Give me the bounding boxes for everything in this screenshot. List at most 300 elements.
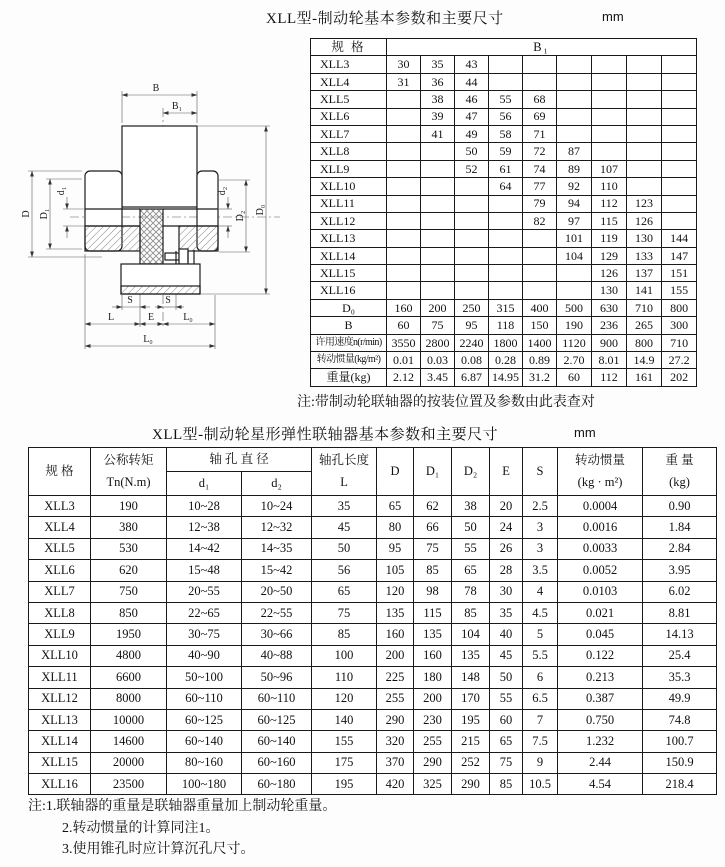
table-cell [387,178,421,195]
table-cell: 95 [377,538,414,559]
table-cell: 0.89 [523,352,557,369]
table-row [311,369,697,386]
table-cell: 78 [452,581,490,602]
table-cell: 58 [489,125,523,142]
table-cell: 31.2 [523,369,557,386]
table-cell [662,73,697,90]
table-cell [592,125,627,142]
table-cell [455,212,489,229]
table-row [29,667,717,688]
table-cell: 0.122 [558,645,643,666]
table-cell: 144 [662,230,697,247]
table-cell [455,282,489,299]
table-cell [627,56,662,73]
table-cell: 130 [592,282,627,299]
table-cell [557,265,592,282]
col-header-weight-line2: (kg) [669,474,690,489]
table-cell [387,125,421,142]
table-cell: 180 [414,667,452,688]
table-cell: 200 [377,645,414,666]
table1-header-row [311,39,697,56]
row-label: XLL3 [311,56,387,73]
table-cell [557,282,592,299]
table-cell: 75 [490,752,523,773]
table-cell: 101 [557,230,592,247]
table2-body [29,496,717,795]
table-cell: 71 [523,125,557,142]
table-cell [523,73,557,90]
row-label: XLL9 [311,160,387,177]
row-label: XLL5 [29,538,91,559]
table-cell: 2.12 [387,369,421,386]
col-header-d2: d₂ [242,472,312,496]
row-label: XLL13 [29,709,91,730]
table-cell: 87 [557,143,592,160]
table-cell: 14.95 [489,369,523,386]
table-cell: 92 [557,178,592,195]
table-cell: 133 [627,247,662,264]
table-cell: 252 [452,752,490,773]
table-cell: 236 [592,317,627,334]
table-cell [455,230,489,247]
table-cell: 9 [523,752,558,773]
table-cell: 115 [592,212,627,229]
table-cell: 0.08 [455,352,489,369]
table-cell: 100.7 [643,731,717,752]
table-cell: 94 [557,195,592,212]
table-cell: 120 [377,581,414,602]
dim-label-d2: d₂ [217,186,228,196]
table-cell: 65 [490,731,523,752]
table-cell: 55 [490,688,523,709]
dim-label-B: B [152,83,160,94]
table-cell: 255 [414,731,452,752]
table-cell: 4800 [91,645,167,666]
table-cell: 8.81 [643,602,717,623]
row-label: XLL4 [311,73,387,90]
table-row [311,195,697,212]
table-cell [455,178,489,195]
table-cell: 147 [662,247,697,264]
table-cell: 75 [312,602,377,623]
table-cell: 202 [662,369,697,386]
table-cell: 85 [452,602,490,623]
table-cell: 137 [627,265,662,282]
table2-title: XLL型-制动轮星形弹性联轴器基本参数和主要尺寸 [152,427,499,443]
col-header-inertia-line1: 转动惯量 [575,453,626,468]
row-label: XLL8 [29,602,91,623]
table-cell: 3550 [387,334,421,351]
row-label: XLL14 [311,247,387,264]
table-cell: 400 [523,299,557,316]
table-cell: 105 [377,560,414,581]
coupling-table [28,447,717,795]
table-cell: 4 [523,581,558,602]
table-cell: 215 [452,731,490,752]
table-row [29,731,717,752]
table-cell: 26 [490,538,523,559]
table-cell: 620 [91,560,167,581]
table-cell [662,91,697,108]
table-row [29,581,717,602]
table-cell: 72 [523,143,557,160]
table-cell [523,56,557,73]
table-cell: 2.70 [557,352,592,369]
dim-label-D0: D₀ [255,204,266,216]
table-cell: 40~90 [167,645,242,666]
table-cell: 7 [523,709,558,730]
table-cell: 52 [455,160,489,177]
table-cell [662,56,697,73]
table-cell: 380 [91,517,167,538]
table-row [29,688,717,709]
table-cell: 65 [312,581,377,602]
table-cell: 20~50 [242,581,312,602]
table-cell: 80~160 [167,752,242,773]
row-label: XLL12 [29,688,91,709]
table-cell: 50~96 [242,667,312,688]
table-cell: 140 [312,709,377,730]
table-cell [387,230,421,247]
table-cell: 6.87 [455,369,489,386]
col-header-S: S [523,448,558,496]
table-cell [627,143,662,160]
table-cell: 60~110 [242,688,312,709]
table-cell: 255 [377,688,414,709]
table-cell [557,91,592,108]
table-cell [592,143,627,160]
table-cell: 5.5 [523,645,558,666]
table-cell: 38 [421,91,455,108]
table-cell [557,56,592,73]
col-header-torque-line1: 公称转矩 [103,453,154,468]
table-cell: 55 [489,91,523,108]
col-header-weight [643,448,717,496]
table-cell: 50 [452,517,490,538]
row-label: XLL13 [311,230,387,247]
table-cell: 710 [662,334,697,351]
table-cell: 850 [91,602,167,623]
table-cell [489,265,523,282]
table-cell: 22~65 [167,602,242,623]
col-header-bore-len [312,448,377,496]
table-cell: 50 [312,538,377,559]
table-cell [489,247,523,264]
col-header-D2: D₂ [452,448,490,496]
row-label: B [311,317,387,334]
col-header-inertia [558,448,643,496]
table-cell: 218.4 [643,774,717,795]
table-cell: 1120 [557,334,592,351]
col-header-D: D [377,448,414,496]
table-row [311,230,697,247]
table-cell: 104 [452,624,490,645]
table-cell: 56 [312,560,377,581]
coupling-outline [85,126,218,294]
brake-wheel-table [310,38,697,387]
table-cell: 0.213 [558,667,643,688]
col-header-torque [91,448,167,496]
table-cell: 150.9 [643,752,717,773]
table-cell [627,160,662,177]
table-cell: 0.0016 [558,517,643,538]
table-cell [421,247,455,264]
table-cell: 900 [592,334,627,351]
table-row [311,73,697,90]
drum-flange-section [121,286,200,294]
table-cell [421,282,455,299]
row-label: XLL11 [29,667,91,688]
table-row [29,624,717,645]
table-cell: 1400 [523,334,557,351]
table-cell: 200 [421,299,455,316]
col-header-D1: D₁ [414,448,452,496]
table-cell: 1.84 [643,517,717,538]
table-cell: 100 [312,645,377,666]
table-cell [662,212,697,229]
table-cell: 290 [414,752,452,773]
dim-label-B1: B₁ [171,101,183,112]
col-header-bore-dia: 轴 孔 直 径 [167,448,312,472]
dim-label-L0: L₀ [143,334,153,345]
col-header-d1: d₁ [167,472,242,496]
table-cell: 85 [312,624,377,645]
table-cell: 119 [592,230,627,247]
table-cell: 250 [455,299,489,316]
table-row [29,752,717,773]
table-cell: 2.5 [523,496,558,517]
table-row [311,160,697,177]
table-cell: 64 [489,178,523,195]
table-row [311,317,697,334]
table-cell: 22~55 [242,602,312,623]
table-cell: 12~38 [167,517,242,538]
table-cell [592,56,627,73]
table-cell [662,143,697,160]
table-cell: 28 [490,560,523,581]
table-cell: 40~88 [242,645,312,666]
table-cell: 710 [627,299,662,316]
dim-label-d1: d₁ [56,186,67,196]
row-label: XLL5 [311,91,387,108]
table-cell: 100~180 [167,774,242,795]
table-cell: 155 [312,731,377,752]
table-cell [662,160,697,177]
table-cell: 530 [91,538,167,559]
table-cell: 60~160 [242,752,312,773]
table-row [311,178,697,195]
table-cell: 107 [592,160,627,177]
table-cell: 0.03 [421,352,455,369]
table-cell [421,230,455,247]
row-label: XLL14 [29,731,91,752]
table-cell: 0.01 [387,352,421,369]
table-cell: 190 [557,317,592,334]
table-cell: 20~55 [167,581,242,602]
row-label: XLL6 [311,108,387,125]
row-label: XLL15 [29,752,91,773]
table-cell: 46 [455,91,489,108]
table-cell [387,160,421,177]
table-cell: 49.9 [643,688,717,709]
table-cell: 79 [523,195,557,212]
right-hub-section [179,226,218,251]
table-cell: 141 [627,282,662,299]
table-cell: 10.5 [523,774,558,795]
table-cell: 300 [662,317,697,334]
table-cell: 135 [452,645,490,666]
table-cell: 10000 [91,709,167,730]
col-header-torque-line2: Tn(N.m) [106,474,151,489]
table-row [311,352,697,369]
row-label: XLL15 [311,265,387,282]
table-cell: 3.95 [643,560,717,581]
table-cell [662,125,697,142]
table-cell: 3.45 [421,369,455,386]
table-cell: 230 [414,709,452,730]
table-cell: 170 [452,688,490,709]
table-row [311,334,697,351]
table-cell: 0.90 [643,496,717,517]
table-cell: 40 [490,624,523,645]
table-row [29,538,717,559]
dim-label-D2: D₂ [235,210,246,222]
table-cell: 135 [377,602,414,623]
table-cell: 82 [523,212,557,229]
col-header-E: E [490,448,523,496]
table-cell: 0.045 [558,624,643,645]
table-cell [662,178,697,195]
table-cell: 130 [627,230,662,247]
table-cell: 69 [523,108,557,125]
table-cell: 630 [592,299,627,316]
table-row [29,709,717,730]
table-cell: 325 [414,774,452,795]
table-cell: 0.0004 [558,496,643,517]
table-cell: 6.5 [523,688,558,709]
table-cell: 85 [490,774,523,795]
table-cell: 65 [377,496,414,517]
col-header-spec: 规 格 [29,448,91,496]
table1-header-b1: B₁ [387,39,697,56]
table-cell [489,282,523,299]
table-cell: 75 [421,317,455,334]
table-cell: 25.4 [643,645,717,666]
table-cell: 2.84 [643,538,717,559]
table-cell: 10~24 [242,496,312,517]
table-row [29,602,717,623]
table-cell: 290 [452,774,490,795]
table-cell: 44 [455,73,489,90]
coupling-diagram [18,64,308,366]
table-cell: 195 [312,774,377,795]
table-cell: 5 [523,624,558,645]
table-cell: 1800 [489,334,523,351]
table-cell [387,282,421,299]
table-cell: 14.9 [627,352,662,369]
col-header-bore-len-line1: 轴孔长度 [319,453,370,468]
row-label: XLL6 [29,560,91,581]
table-cell [627,178,662,195]
table-row [311,56,697,73]
table-cell: 89 [557,160,592,177]
table-cell: 110 [592,178,627,195]
table-cell: 20000 [91,752,167,773]
table-cell: 104 [557,247,592,264]
table-cell: 175 [312,752,377,773]
table-row [311,108,697,125]
table-cell: 750 [91,581,167,602]
table-cell: 6600 [91,667,167,688]
row-label: XLL10 [311,178,387,195]
table-cell [627,125,662,142]
table-cell: 77 [523,178,557,195]
table-cell [421,265,455,282]
table-cell: 112 [592,369,627,386]
table-cell: 23500 [91,774,167,795]
dim-label-E: E [147,312,155,323]
table-cell [455,265,489,282]
table-cell [557,108,592,125]
table-cell: 60~125 [167,709,242,730]
table2-header-row1 [29,448,717,472]
table-cell: 1950 [91,624,167,645]
table-cell [662,108,697,125]
table-row [311,247,697,264]
table-cell: 14~35 [242,538,312,559]
row-label: 转动惯量(kg/m²) [311,352,387,369]
table-cell: 420 [377,774,414,795]
row-label: XLL10 [29,645,91,666]
table-cell: 30~75 [167,624,242,645]
table-cell: 85 [414,560,452,581]
table-cell: 129 [592,247,627,264]
table-cell: 55 [452,538,490,559]
table-cell: 62 [414,496,452,517]
table-cell: 60~140 [242,731,312,752]
table-cell: 14600 [91,731,167,752]
table-cell: 43 [455,56,489,73]
table-cell: 123 [627,195,662,212]
table-cell: 0.750 [558,709,643,730]
table-cell: 15~42 [242,560,312,581]
table-cell: 315 [489,299,523,316]
table-cell [592,91,627,108]
row-label: XLL3 [29,496,91,517]
table-cell: 45 [490,645,523,666]
table-cell [387,143,421,160]
row-label: 许用速度n(r/min) [311,334,387,351]
table-cell [523,265,557,282]
table1-header-spec: 规 格 [311,39,387,56]
table-cell: 50 [490,667,523,688]
table-cell [455,195,489,212]
table-cell: 0.28 [489,352,523,369]
table-cell: 0.0103 [558,581,643,602]
row-label: XLL4 [29,517,91,538]
table-cell: 120 [312,688,377,709]
table-cell [387,247,421,264]
dim-label-S-left: S [127,295,133,306]
table-cell: 56 [489,108,523,125]
table-cell: 80 [377,517,414,538]
table-row [311,125,697,142]
table-cell: 60~125 [242,709,312,730]
table-cell: 30 [387,56,421,73]
table1-body [311,56,697,386]
table-cell: 36 [421,73,455,90]
table-cell: 59 [489,143,523,160]
